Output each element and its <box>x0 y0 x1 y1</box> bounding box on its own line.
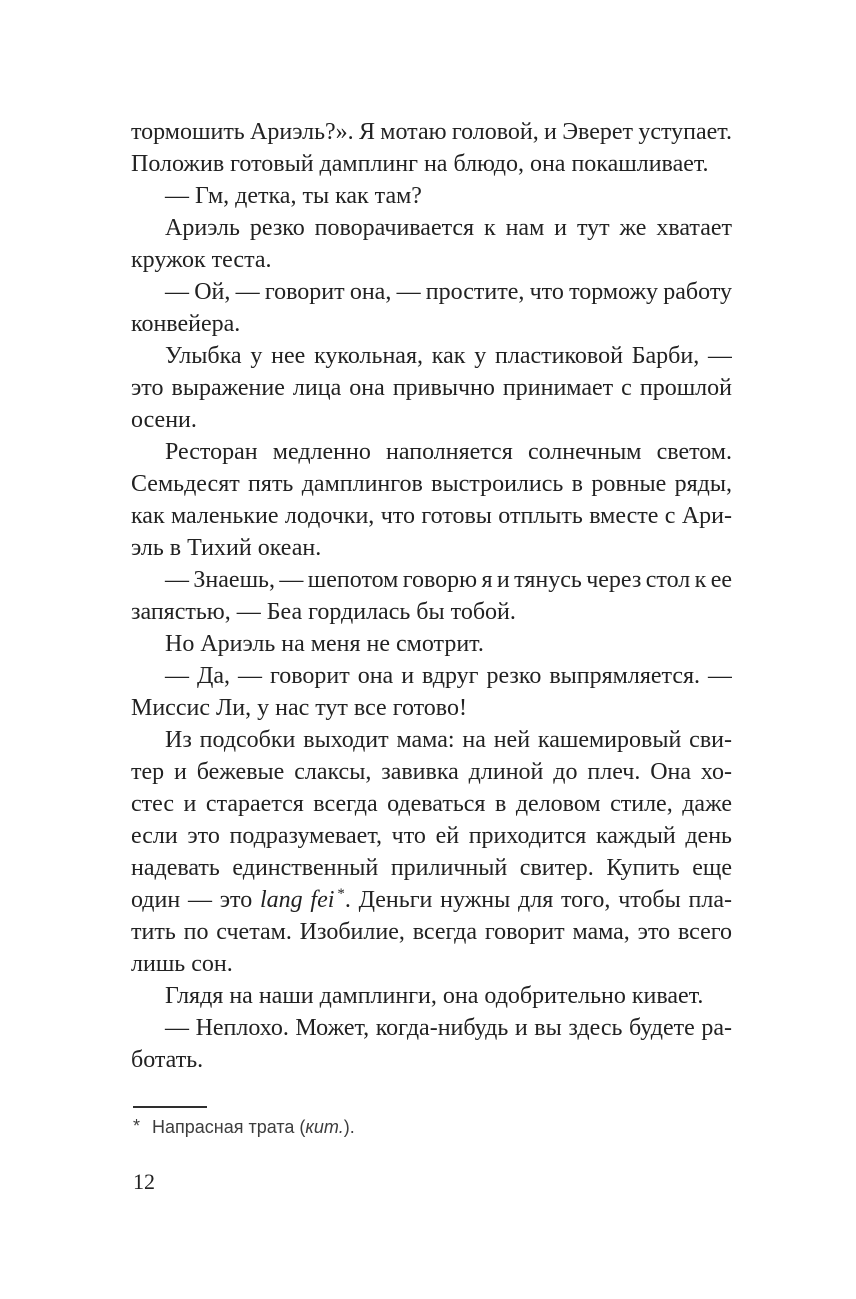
text-segment: — Знаешь, — шепотом говорю я и тянусь через стол к ее <box>165 567 732 593</box>
text-line <box>131 276 732 308</box>
text-segment: лишь сон. <box>131 951 233 977</box>
text-segment: один — это <box>131 887 260 913</box>
text-line <box>131 1044 732 1076</box>
paragraph <box>131 1012 732 1076</box>
text-line <box>131 884 732 916</box>
text-segment: осени. <box>131 407 197 433</box>
text-segment: тормошить Ариэль?». Я мотаю головой, и Эверет уступает. <box>131 119 732 145</box>
text-line <box>131 916 732 948</box>
text-segment: стес и старается всегда одеваться в деловом стиле, даже <box>131 791 732 817</box>
text-line <box>131 404 732 436</box>
text-segment: Глядя на наши дамплинги, она одобрительно кивает. <box>165 983 704 1009</box>
text-segment: Ариэль резко поворачивается к нам и тут же хватает <box>165 215 732 241</box>
footnote-rule <box>133 1106 207 1108</box>
text-segment: — Гм, детка, ты как там? <box>165 183 422 209</box>
text-block <box>131 116 732 1076</box>
text-segment: Семьдесят пять дамплингов выстроились в ровные ряды, <box>131 471 732 497</box>
text-segment: — Ой, — говорит она, — простите, что торможу работу <box>165 279 732 305</box>
text-segment: конвейера. <box>131 311 241 337</box>
paragraph <box>131 628 732 660</box>
text-segment: Ресторан медленно наполняется солнечным светом. <box>165 439 732 465</box>
text-segment: ботать. <box>131 1047 204 1073</box>
footnote <box>133 1115 734 1139</box>
footnote-text <box>152 1117 355 1137</box>
text-line <box>131 692 732 724</box>
text-segment: . Деньги нужны для того, чтобы пла- <box>344 887 732 913</box>
text-segment: Из подсобки выходит мама: на ней кашемировый сви- <box>165 727 732 753</box>
text-line <box>131 1012 732 1044</box>
text-segment: — Неплохо. Может, когда-нибудь и вы здесь будете ра- <box>165 1015 732 1041</box>
text-segment: ). <box>343 1117 355 1137</box>
text-line <box>131 660 732 692</box>
paragraph <box>131 276 732 340</box>
paragraph <box>131 212 732 276</box>
text-segment: запястью, — Беа гордилась бы тобой. <box>131 599 516 625</box>
text-segment: надевать единственный приличный свитер. Купить еще <box>131 855 732 881</box>
text-line <box>131 756 732 788</box>
paragraph <box>131 564 732 628</box>
text-line <box>131 532 732 564</box>
text-line <box>131 724 732 756</box>
text-line <box>131 212 732 244</box>
paragraph <box>131 340 732 436</box>
text-line <box>131 340 732 372</box>
text-segment: Миссис Ли, у нас тут все готово! <box>131 695 467 721</box>
text-segment: как маленькие лодочки, что готовы отплыть вместе с Ари- <box>131 503 732 529</box>
text-segment: кружок теста. <box>131 247 272 273</box>
footnote-reference-marker: * <box>337 886 345 902</box>
text-line <box>131 372 732 404</box>
text-segment: если это подразумевает, что ей приходится каждый день <box>131 823 732 849</box>
text-line <box>131 500 732 532</box>
text-line <box>131 180 732 212</box>
text-segment: это выражение лица она привычно принимает с прошлой <box>131 375 732 401</box>
paragraph <box>131 980 732 1012</box>
text-segment: — Да, — говорит она и вдруг резко выпрямляется. — <box>165 663 732 689</box>
text-line <box>131 980 732 1012</box>
paragraph <box>131 660 732 724</box>
paragraph <box>131 116 732 180</box>
text-segment: Улыбка у нее кукольная, как у пластиковой Барби, — <box>165 343 732 369</box>
text-segment: Но Ариэль на меня не смотрит. <box>165 631 484 657</box>
paragraph <box>131 724 732 980</box>
text-segment: кит. <box>305 1117 344 1137</box>
paragraph <box>131 436 732 564</box>
text-line <box>131 468 732 500</box>
text-line <box>131 948 732 980</box>
text-segment: Положив готовый дамплинг на блюдо, она покашливает. <box>131 151 709 177</box>
text-segment: lang fei <box>259 887 335 913</box>
text-line <box>131 244 732 276</box>
text-line <box>131 628 732 660</box>
text-line <box>131 436 732 468</box>
text-line <box>131 564 732 596</box>
text-segment: Напрасная трата ( <box>152 1117 306 1137</box>
text-line <box>131 116 732 148</box>
text-line <box>131 596 732 628</box>
text-segment: тить по счетам. Изобилие, всегда говорит мама, это всего <box>131 919 732 945</box>
text-line <box>131 148 732 180</box>
text-segment: тер и бежевые слаксы, завивка длиной до плеч. Она хо- <box>131 759 732 785</box>
text-line <box>131 308 732 340</box>
paragraph <box>131 180 732 212</box>
text-segment: эль в Тихий океан. <box>131 535 322 561</box>
text-line <box>131 788 732 820</box>
text-line <box>131 852 732 884</box>
footnote-marker: * <box>133 1116 141 1136</box>
text-line <box>131 820 732 852</box>
page-number: 12 <box>133 1169 155 1194</box>
